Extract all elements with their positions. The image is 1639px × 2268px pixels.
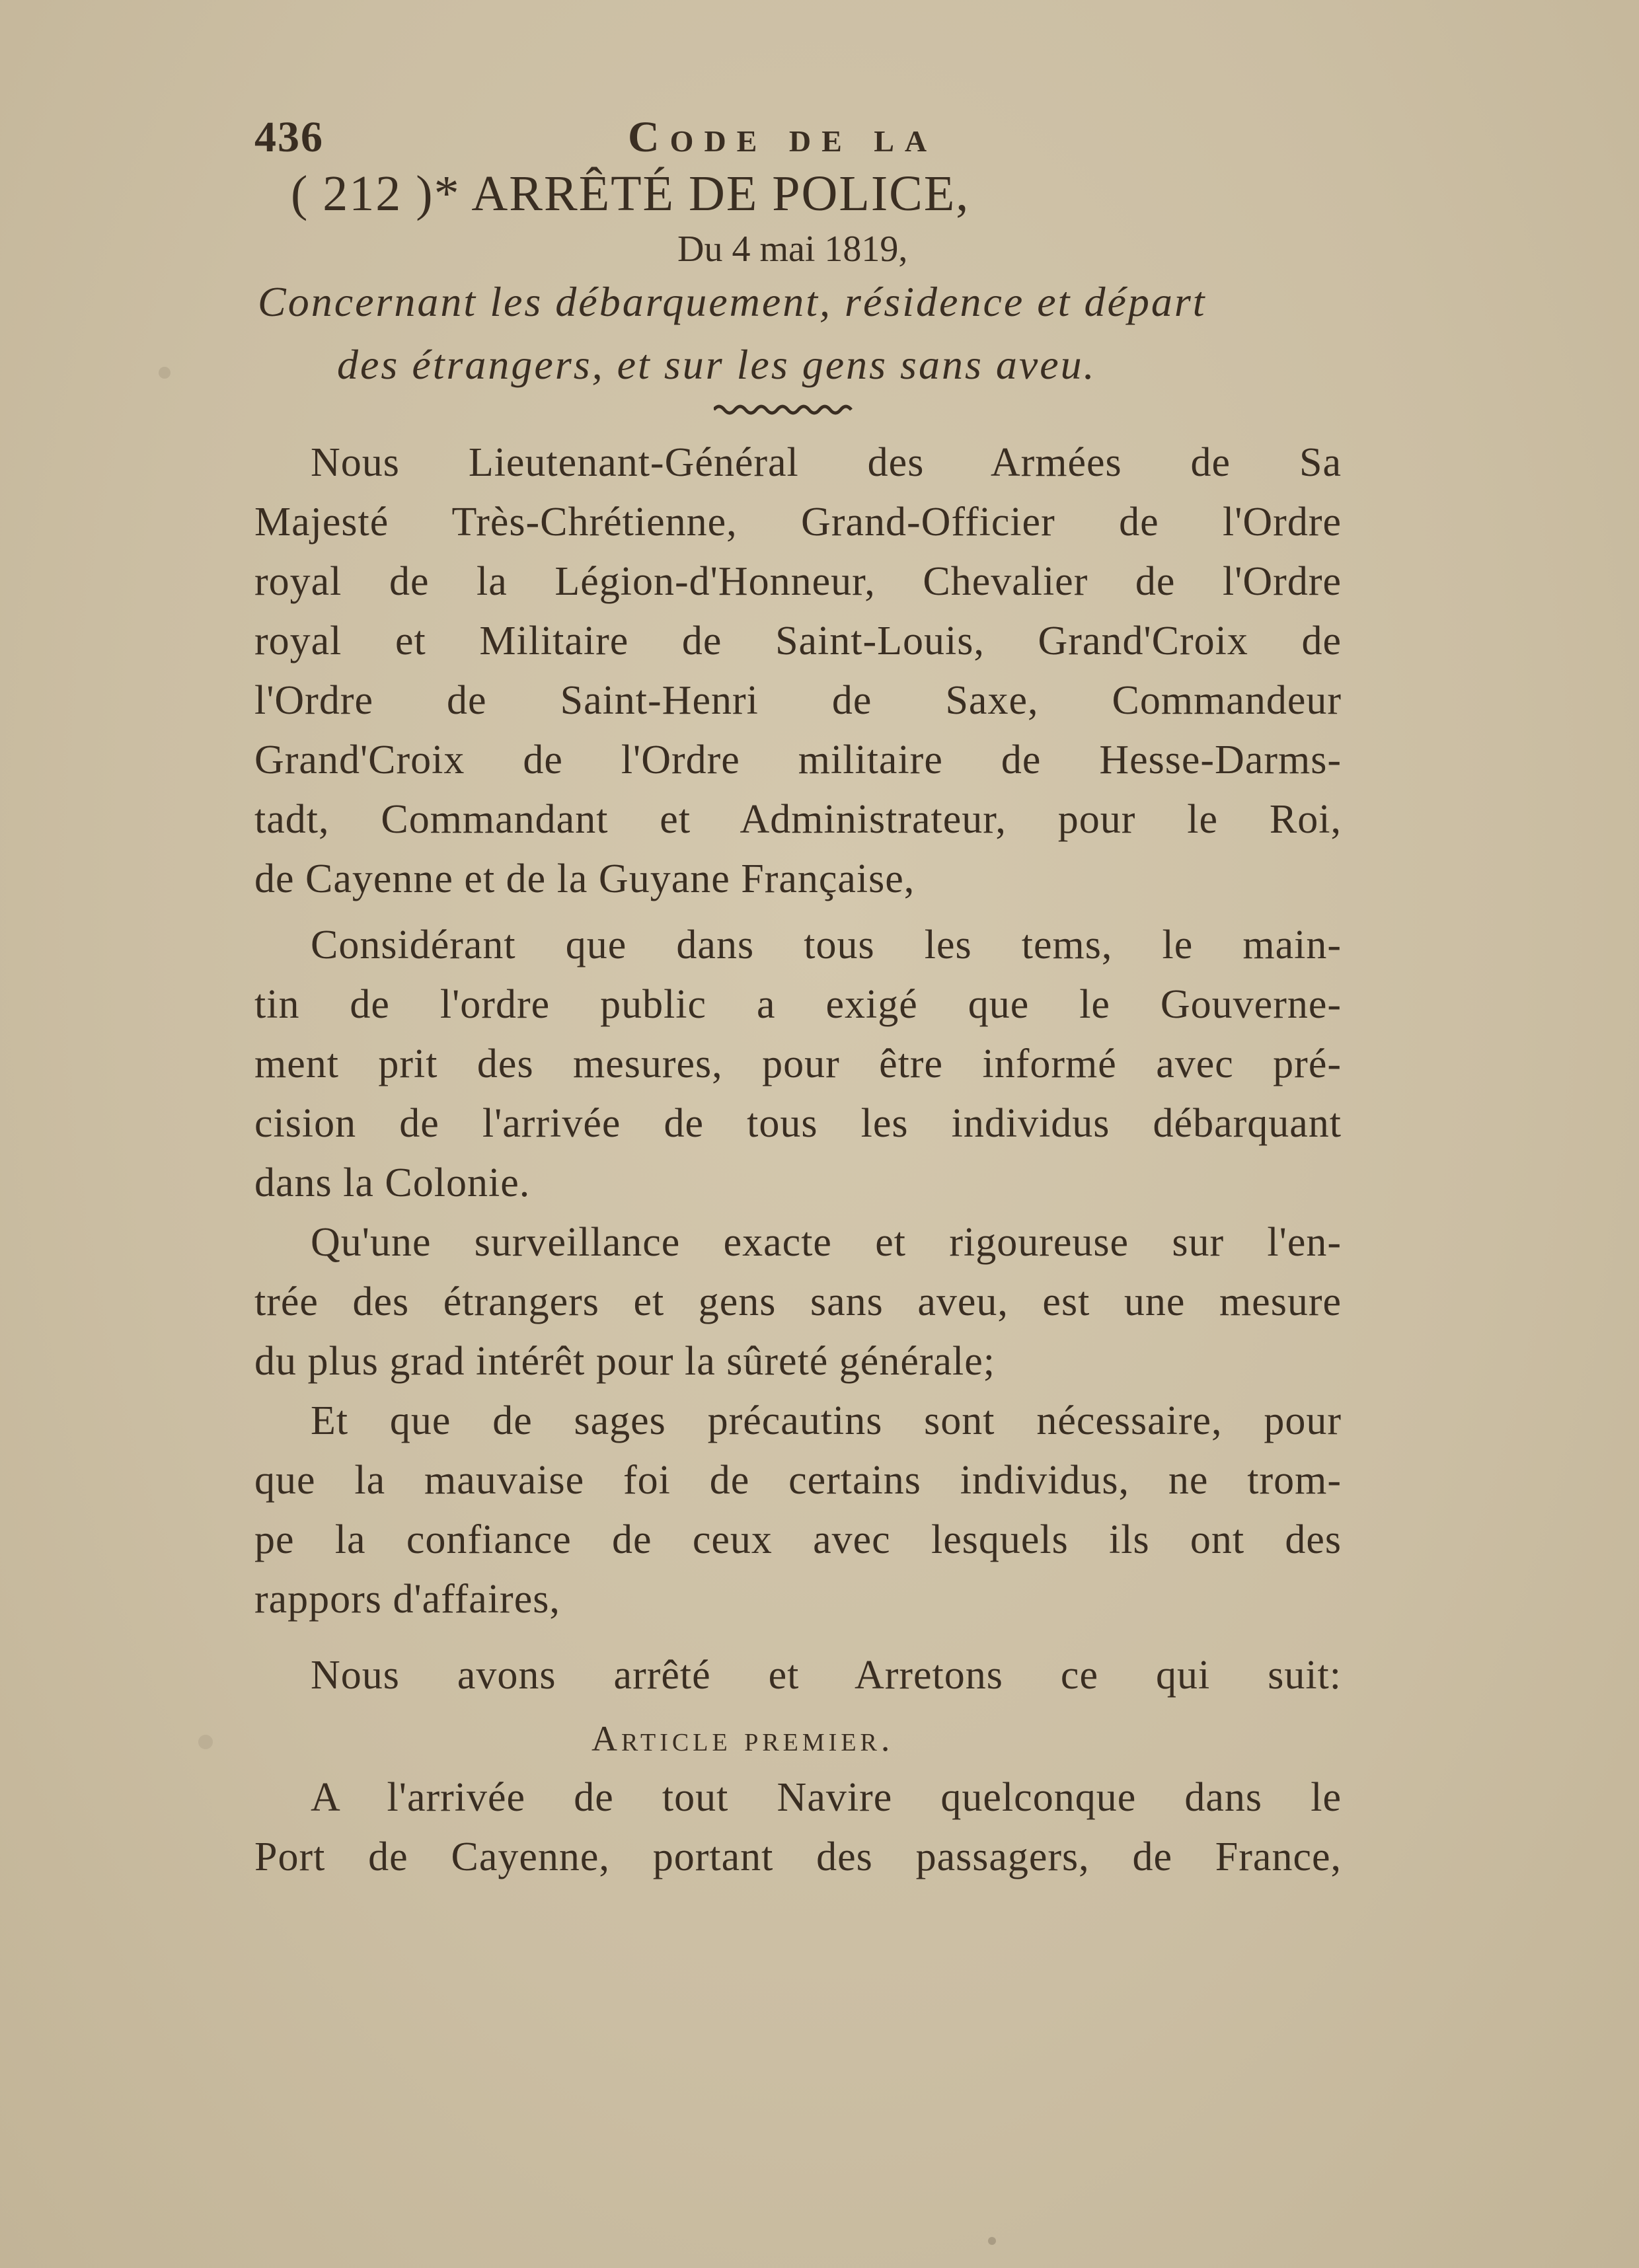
page-header bbox=[254, 112, 1338, 165]
body-line-15: trée des étrangers et gens sans aveu, est une mesure bbox=[254, 1279, 1342, 1324]
body-line-1: Nous Lieutenant-Général des Armées de Sa bbox=[311, 440, 1342, 485]
body-line-21: Nous avons arrêté et Arretons ce qui suit: bbox=[311, 1653, 1342, 1698]
body-line-5: l'Ordre de Saint-Henri de Saxe, Commandeur bbox=[254, 678, 1342, 723]
body-line-10: tin de l'ordre public a exigé que le Gouverne- bbox=[254, 982, 1342, 1027]
decree-date: Du 4 mai 1819, bbox=[677, 229, 908, 270]
body-line-7: tadt, Commandant et Administrateur, pour le Roi, bbox=[254, 797, 1342, 842]
body-line-13: dans la Colonie. bbox=[254, 1160, 531, 1205]
decree-title: ( 212 )* ARRÊTÉ DE POLICE, bbox=[291, 166, 970, 221]
body-line-14: Qu'une surveillance exacte et rigoureuse sur l'en- bbox=[311, 1220, 1342, 1265]
paper-speck bbox=[988, 2237, 996, 2245]
body-line-19: pe la confiance de ceux avec lesquels ils ont des bbox=[254, 1517, 1342, 1562]
body-line-18: que la mauvaise foi de certains individus, ne trom- bbox=[254, 1458, 1342, 1503]
body-line-17: Et que de sages précautins sont nécessaire, pour bbox=[311, 1398, 1342, 1443]
body-line-2: Majesté Très-Chrétienne, Grand-Officier de l'Ordre bbox=[254, 500, 1342, 545]
article-heading: Article premier. bbox=[591, 1719, 894, 1758]
body-line-11: ment prit des mesures, pour être informé avec pré- bbox=[254, 1041, 1342, 1086]
ornament-divider bbox=[714, 400, 853, 420]
body-line-4: royal et Militaire de Saint-Louis, Grand'Croix de bbox=[254, 619, 1342, 663]
running-title: Code de la bbox=[628, 113, 938, 161]
body-line-6: Grand'Croix de l'Ordre militaire de Hesse-Darms- bbox=[254, 737, 1342, 782]
page-number: 436 bbox=[254, 113, 324, 161]
body-line-8: de Cayenne et de la Guyane Française, bbox=[254, 856, 915, 901]
body-line-22: A l'arrivée de tout Navire quelconque dans le bbox=[311, 1775, 1342, 1820]
body-line-20: rappors d'affaires, bbox=[254, 1577, 560, 1622]
body-line-16: du plus grad intérêt pour la sûreté générale; bbox=[254, 1339, 995, 1384]
paper-speck bbox=[198, 1735, 213, 1749]
body-line-12: cision de l'arrivée de tous les individus débarquant bbox=[254, 1101, 1342, 1146]
decree-subtitle-line-1: Concernant les débarquement, résidence et départ bbox=[258, 278, 1207, 325]
decree-subtitle-line-2: des étrangers, et sur les gens sans aveu. bbox=[337, 341, 1096, 388]
body-line-9: Considérant que dans tous les tems, le main- bbox=[311, 923, 1342, 967]
paper-speck bbox=[159, 367, 171, 379]
body-line-3: royal de la Légion-d'Honneur, Chevalier de l'Ordre bbox=[254, 559, 1342, 604]
body-line-23: Port de Cayenne, portant des passagers, de France, bbox=[254, 1834, 1342, 1879]
